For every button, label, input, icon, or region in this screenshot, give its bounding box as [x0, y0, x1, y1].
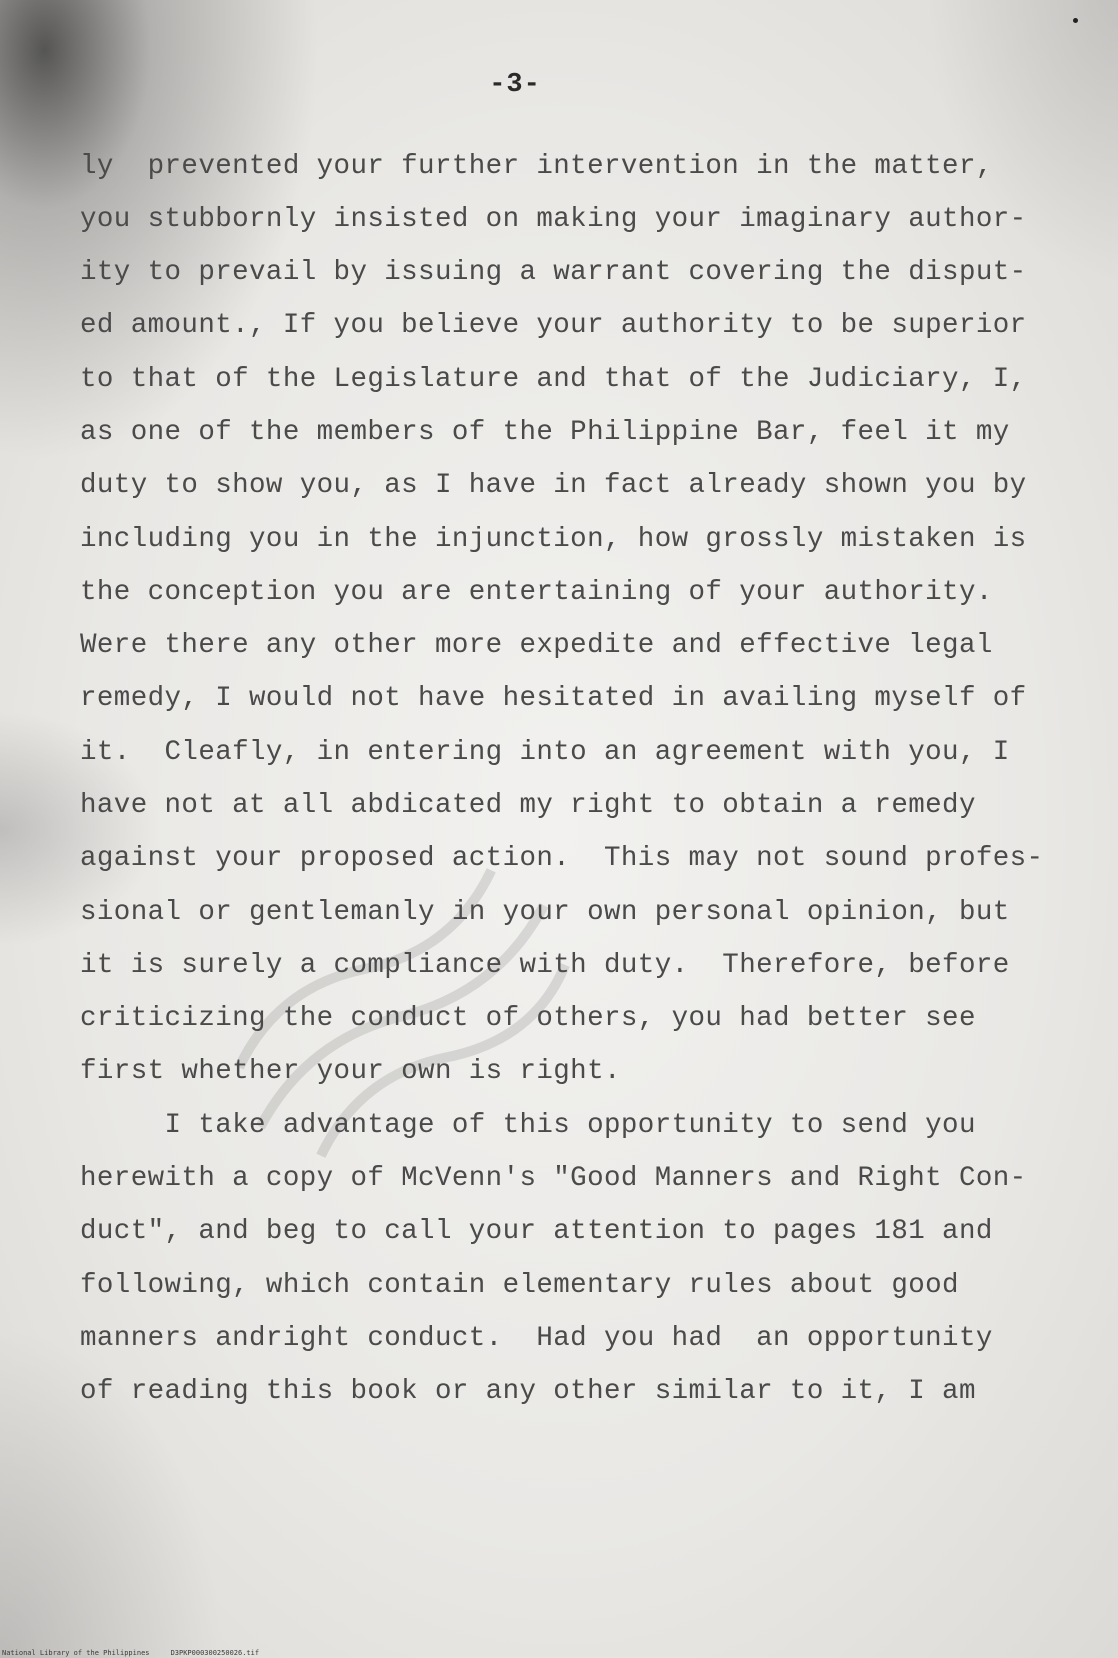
text-line-18: first whether your own is right.: [80, 1056, 621, 1087]
text-line-11: remedy, I would not have hesitated in availing myself of: [80, 683, 1027, 714]
text-line-4: ed amount., If you believe your authority to be superior: [80, 310, 1027, 341]
scan-footer-caption: National Library of the Philippines D3PKP000300250026.tif: [2, 1649, 260, 1657]
text-line-3: ity to prevail by issuing a warrant covering the disput-: [80, 257, 1027, 288]
text-line-2: you stubbornly insisted on making your imaginary author-: [80, 204, 1027, 235]
text-line-19: I take advantage of this opportunity to send you: [80, 1110, 976, 1141]
text-line-6: as one of the members of the Philippine Bar, feel it my: [80, 417, 1010, 448]
text-line-22: following, which contain elementary rules about good: [80, 1270, 959, 1301]
text-line-12: it. Cleafly, in entering into an agreement with you, I: [80, 737, 1010, 768]
page-number: -3-: [489, 70, 541, 100]
text-line-1: ly prevented your further intervention in the matter,: [80, 151, 993, 182]
text-line-16: it is surely a compliance with duty. Therefore, before: [80, 950, 1010, 981]
text-line-24: of reading this book or any other similar to it, I am: [80, 1376, 976, 1407]
text-line-10: Were there any other more expedite and effective legal: [80, 630, 993, 661]
text-line-5: to that of the Legislature and that of the Judiciary, I,: [80, 364, 1027, 395]
text-line-20: herewith a copy of McVenn's "Good Manners and Right Con-: [80, 1163, 1027, 1194]
text-line-7: duty to show you, as I have in fact already shown you by: [80, 470, 1027, 501]
text-line-13: have not at all abdicated my right to obtain a remedy: [80, 790, 976, 821]
text-line-21: duct", and beg to call your attention to pages 181 and: [80, 1216, 993, 1247]
text-line-17: criticizing the conduct of others, you had better see: [80, 1003, 976, 1034]
text-line-14: against your proposed action. This may not sound profes-: [80, 843, 1044, 874]
text-line-9: the conception you are entertaining of your authority.: [80, 577, 993, 608]
ink-speck: [1073, 18, 1078, 23]
text-line-23: manners andright conduct. Had you had an opportunity: [80, 1323, 993, 1354]
text-line-15: sional or gentlemanly in your own personal opinion, but: [80, 897, 1010, 928]
text-line-8: including you in the injunction, how grossly mistaken is: [80, 524, 1027, 555]
